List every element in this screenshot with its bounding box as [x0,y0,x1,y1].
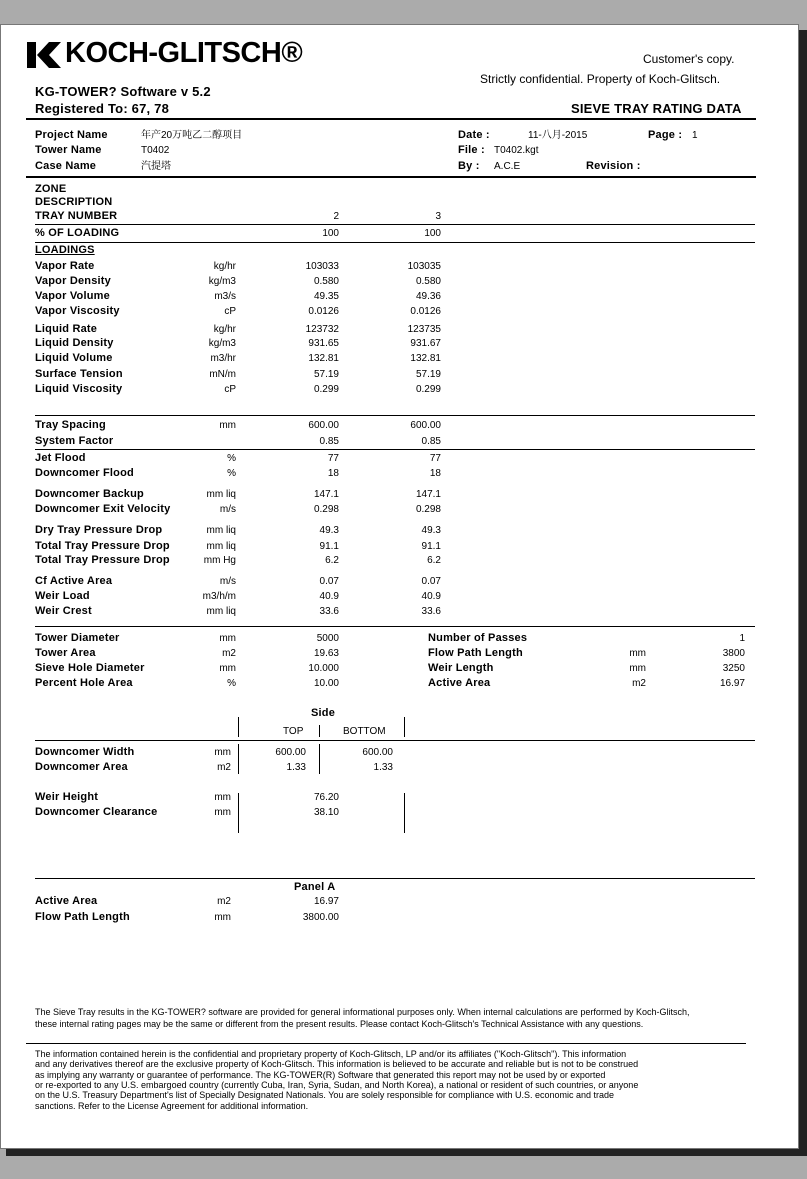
row-value-tray-3: 0.299 [415,384,441,395]
panel-row-value: 3800.00 [302,912,339,923]
row-unit: mm [219,420,236,431]
row-unit: cP [224,306,236,317]
row-value-tray-2: 0.07 [319,576,339,587]
row-value-tray-2: 0.0126 [308,306,339,317]
legal-line: as implying any warranty or guarantee of performance. The KG-TOWER(R) Software that generated this report may not be used by or exported [35,1069,606,1080]
row-label: Downcomer Backup [35,488,144,500]
report-title: SIEVE TRAY RATING DATA [571,101,742,116]
side-row-top: 600.00 [275,747,306,758]
row-unit: kg/hr [213,324,236,335]
panel-title: Panel A [294,881,336,893]
row-label: Vapor Viscosity [35,305,120,317]
geometry-value: 5000 [316,633,339,644]
side-row-bottom: 1.33 [373,762,393,773]
geometry-unit: mm [629,663,646,674]
tray-number-2: 3 [435,211,441,222]
row-value-tray-3: 33.6 [421,606,441,617]
geometry-unit: mm [629,648,646,659]
geometry-unit: mm [219,663,236,674]
row-label: Dry Tray Pressure Drop [35,524,163,536]
weir-row-label: Downcomer Clearance [35,806,158,818]
case-name: 汽提塔 [141,161,171,172]
row-unit: mm liq [206,489,236,500]
row-unit: m3/hr [210,353,236,364]
page-shadow-bottom [6,1149,807,1156]
geometry-unit: m2 [222,648,236,659]
row-label: Weir Load [35,590,90,602]
row-value-tray-2: 49.3 [319,525,339,536]
panel-row-value: 16.97 [313,896,339,907]
column-separator [404,717,405,737]
row-value-tray-2: 40.9 [319,591,339,602]
column-separator [319,725,320,737]
side-title: Side [311,707,336,719]
row-label: Downcomer Flood [35,467,134,479]
disclaimer-line-1: The Sieve Tray results in the KG-TOWER? software are provided for general informational purposes only. When internal calculations are performed by Koch-Glitsch, [35,1007,690,1017]
panel-row-unit: mm [214,912,231,923]
loading-label: % OF LOADING [35,227,120,239]
row-value-tray-3: 91.1 [421,541,441,552]
row-value-tray-2: 0.299 [313,384,339,395]
row-value-tray-3: 123735 [407,324,441,335]
geometry-value: 10.000 [308,663,339,674]
legal-line: and any derivatives thereof are the exclusive property of Koch-Glitsch. This information is believed to be accurate and reliable but is not to be construed [35,1059,639,1070]
legal-line: The information contained herein is the confidential and proprietary property of Koch-Glitsch, LP and/or its affiliates ("Koch-Glitsch"). This information [35,1049,627,1059]
row-value-tray-3: 0.07 [421,576,441,587]
tray-number-label: TRAY NUMBER [35,210,118,222]
row-value-tray-2: 600.00 [308,420,339,431]
geometry-label: Weir Length [428,662,494,674]
loading-value-1: 100 [322,228,339,239]
row-label: Liquid Volume [35,352,113,364]
header-divider [26,118,756,120]
row-unit: kg/m3 [208,338,236,349]
row-value-tray-3: 0.0126 [410,306,441,317]
geometry-label: Flow Path Length [428,647,523,659]
row-label: Surface Tension [35,368,123,380]
panel-row-unit: m2 [217,896,231,907]
file-name: T0402.kgt [494,145,539,156]
footer-divider [26,1043,746,1044]
row-unit: % [227,468,236,479]
registered-to: Registered To: 67, 78 [35,101,170,116]
row-value-tray-3: 6.2 [427,555,441,566]
weir-row-unit: mm [214,807,231,818]
side-top-label: TOP [283,726,304,737]
row-value-tray-3: 49.3 [421,525,441,536]
row-value-tray-2: 0.580 [313,276,339,287]
zone-label: ZONE [35,183,67,195]
row-value-tray-3: 49.36 [415,291,441,302]
row-value-tray-3: 132.81 [410,353,441,364]
row-unit: mm liq [206,606,236,617]
software-version: KG-TOWER? Software v 5.2 [35,84,211,99]
geometry-label: Percent Hole Area [35,677,133,689]
tower-name: T0402 [141,145,170,156]
row-value-tray-3: 147.1 [415,489,441,500]
loading-divider [35,242,755,243]
row-value-tray-3: 600.00 [410,420,441,431]
report-page: KOCH-GLITSCH® Customer's copy. Strictly confidential. Property of Koch-Glitsch. KG-TOWER? Software v 5.2 Registered To: 67, 78 SIEVE TRAY RATING DATA Project Name 年产20万吨乙二醇项目 Tower Name T0402 Case Name 汽提塔 Date : 11-八月-2015 Page : 1 File : T0402.kgt By : A.C.E Revision : ZONE DESCRIPTION TRAY NUMBER 2 3 % OF LOADING 100 100 LOADINGS Vapor Rate kg/hr 103033 103035 Vapor Density kg/m3 0.580 0.580 Vapor Volume m3/s 49.35 49.36 Vapor Viscosity cP 0.0126 0.0126 Liquid Rate kg/hr 123732 123735 Liquid Density kg/m3 931.65 931.67 Liquid Volume m3/hr 132.81 132.81 Surface Tension mN/m 57.19 57.19 Liquid Viscosity cP 0.299 0.299 Tray Spacing mm 600.00 600.00 System Factor 0.85 0.85 Jet Flood % 77 77 Downcomer Flood % 18 18 Downcomer Backup mm liq 147.1 147.1 Downcomer Exit Velocity m/s 0.298 0.298 Dry Tray Pressure Drop mm liq 49.3 49.3 Total Tray Pressure Drop mm liq 91.1 91.1 Total Tray Pressure Drop mm Hg 6.2 6.2 Cf Active Area m/s 0.07 0.07 Weir Load m3/h/m 40.9 40.9 Weir Crest mm liq 33.6 33.6 Tower Diameter mm 5000 Tower Area m2 19.63 Sieve Hole Diameter mm 10.000 Percent Hole Area % 10.00 Number of Passes 1 Flow Path Length mm 3800 Weir Length mm 3250 Active Area m2 16.97 Downcomer Width mm 600.00 600.00 Downcomer Area m2 1.33 1.33 Weir Height mm 76.20 Downcomer Clearance mm 38.10 Active Area m2 16.97 Flow Path Length mm 3800.00 Side TOP BOTTOM Panel A The Sieve Tray results in the KG-TOWER? software are provided for general informational purposes only. When internal calculations are performed by Koch-Glitsch, these internal rating pages may be the same or different from the present results. Please contact Koch-Glitsch's Technical Assistance with any questions. The information contained herein is the confidential and proprietary property of Koch-Glitsch, LP and/or its affiliates ("Koch-Glitsch"). This information and any derivatives thereof are the exclusive property of Koch-Glitsch. This information is believed to be accurate and reliable but is not to be construed as implying any warranty or guarantee of performance. The KG-TOWER(R) Software that generated this report may not be used by or exported or re-exported to any U.S. embargoed country (currently Cuba, Iran, Syria, Sudan, and North Korea), a national or resident of such countries, or anyone on the U.S. Treasury Department's list of Specially Designated Nationals. You are solely responsible for compliance with U.S. economic and trade sanctions. Refer to the License Agreement for additional information. [0,24,799,1149]
column-separator [404,793,405,833]
row-unit: m/s [219,576,236,587]
row-label: Weir Crest [35,605,92,617]
side-divider [35,740,755,741]
divider-results [35,449,755,450]
row-label: Liquid Density [35,337,114,349]
geometry-value: 10.00 [313,678,339,689]
brand-name: KOCH-GLITSCH® [65,37,303,69]
row-unit: mm Hg [203,555,236,566]
row-value-tray-3: 40.9 [421,591,441,602]
geometry-unit: mm [219,633,236,644]
row-value-tray-2: 57.19 [313,369,339,380]
row-value-tray-3: 103035 [407,261,441,272]
side-row-top: 1.33 [286,762,306,773]
geometry-label: Tower Diameter [35,632,120,644]
row-label: Vapor Density [35,275,111,287]
panel-row-label: Active Area [35,895,98,907]
geometry-value: 1 [739,633,745,644]
panel-row-label: Flow Path Length [35,911,130,923]
side-bottom-label: BOTTOM [343,726,386,737]
row-unit: m3/h/m [202,591,236,602]
row-value-tray-3: 77 [429,453,441,464]
weir-row-value: 38.10 [313,807,339,818]
row-label: Downcomer Exit Velocity [35,503,171,515]
row-value-tray-2: 33.6 [319,606,339,617]
row-value-tray-2: 103033 [305,261,339,272]
side-row-unit: m2 [217,762,231,773]
page-shadow-right [799,30,807,1155]
description-label: DESCRIPTION [35,196,113,208]
report-date: 11-八月-2015 [528,130,588,141]
row-label: Total Tray Pressure Drop [35,540,170,552]
divider-geometry [35,626,755,627]
divider-spacing [35,415,755,416]
weir-row-unit: mm [214,792,231,803]
row-value-tray-2: 132.81 [308,353,339,364]
row-unit: m3/s [214,291,236,302]
page-number: 1 [692,130,698,141]
row-value-tray-2: 77 [327,453,339,464]
row-value-tray-2: 91.1 [319,541,339,552]
customer-copy: Customer's copy. [643,52,735,66]
side-row-unit: mm [214,747,231,758]
row-value-tray-2: 6.2 [325,555,339,566]
geometry-label: Sieve Hole Diameter [35,662,145,674]
row-unit: m/s [219,504,236,515]
confidential-notice: Strictly confidential. Property of Koch-Glitsch. [480,72,721,86]
side-row-bottom: 600.00 [362,747,393,758]
geometry-value: 19.63 [313,648,339,659]
row-value-tray-2: 0.85 [319,436,339,447]
row-unit: mN/m [209,369,236,380]
column-separator [238,793,239,833]
geometry-value: 3800 [722,648,745,659]
column-separator [238,744,239,774]
loading-value-2: 100 [424,228,441,239]
row-value-tray-2: 49.35 [313,291,339,302]
koch-k-logo-icon [27,42,61,68]
column-separator [238,717,239,737]
geometry-label: Active Area [428,677,491,689]
row-label: Vapor Volume [35,290,110,302]
row-label: Total Tray Pressure Drop [35,554,170,566]
row-unit: mm liq [206,525,236,536]
legal-line: sanctions. Refer to the License Agreement for additional information. [35,1100,309,1111]
side-row-label: Downcomer Width [35,746,135,758]
row-label: Tray Spacing [35,419,106,431]
project-name: 年产20万吨乙二醇项目 [141,130,243,141]
geometry-unit: m2 [632,678,646,689]
legal-line: on the U.S. Treasury Department's list of Specially Designated Nationals. You are solely responsible for compliance with U.S. economic and trade [35,1090,615,1101]
legal-line: or re-exported to any U.S. embargoed country (currently Cuba, Iran, Syria, Sudan, and North Korea), a national or resident of such countries, or anyone [35,1079,639,1090]
row-label: System Factor [35,435,114,447]
row-unit: kg/m3 [208,276,236,287]
panel-divider-top [35,878,755,879]
row-value-tray-2: 931.65 [308,338,339,349]
row-unit: cP [224,384,236,395]
zone-divider [35,224,755,225]
row-unit: % [227,453,236,464]
row-label: Vapor Rate [35,260,95,272]
author: A.C.E [494,161,521,172]
row-value-tray-3: 0.85 [421,436,441,447]
row-label: Jet Flood [35,452,86,464]
weir-row-value: 76.20 [313,792,339,803]
row-value-tray-3: 0.298 [415,504,441,515]
row-value-tray-2: 147.1 [313,489,339,500]
row-value-tray-3: 931.67 [410,338,441,349]
project-divider [26,176,756,178]
geometry-unit: % [227,678,236,689]
row-value-tray-3: 57.19 [415,369,441,380]
column-separator [319,744,320,774]
row-value-tray-2: 0.298 [313,504,339,515]
disclaimer-line-2: these internal rating pages may be the same or different from the present results. Please contact Koch-Glitsch's Technical Assistance with any questions. [35,1019,644,1029]
loadings-title: LOADINGS [35,244,95,256]
geometry-label: Tower Area [35,647,96,659]
geometry-value: 3250 [722,663,745,674]
tray-number-1: 2 [333,211,339,222]
row-unit: mm liq [206,541,236,552]
geometry-value: 16.97 [719,678,745,689]
row-label: Cf Active Area [35,575,113,587]
row-label: Liquid Viscosity [35,383,123,395]
row-value-tray-3: 18 [429,468,441,479]
row-label: Liquid Rate [35,323,98,335]
side-row-label: Downcomer Area [35,761,128,773]
row-value-tray-3: 0.580 [415,276,441,287]
row-unit: kg/hr [213,261,236,272]
row-value-tray-2: 18 [327,468,339,479]
weir-row-label: Weir Height [35,791,99,803]
geometry-label: Number of Passes [428,632,528,644]
row-value-tray-2: 123732 [305,324,339,335]
